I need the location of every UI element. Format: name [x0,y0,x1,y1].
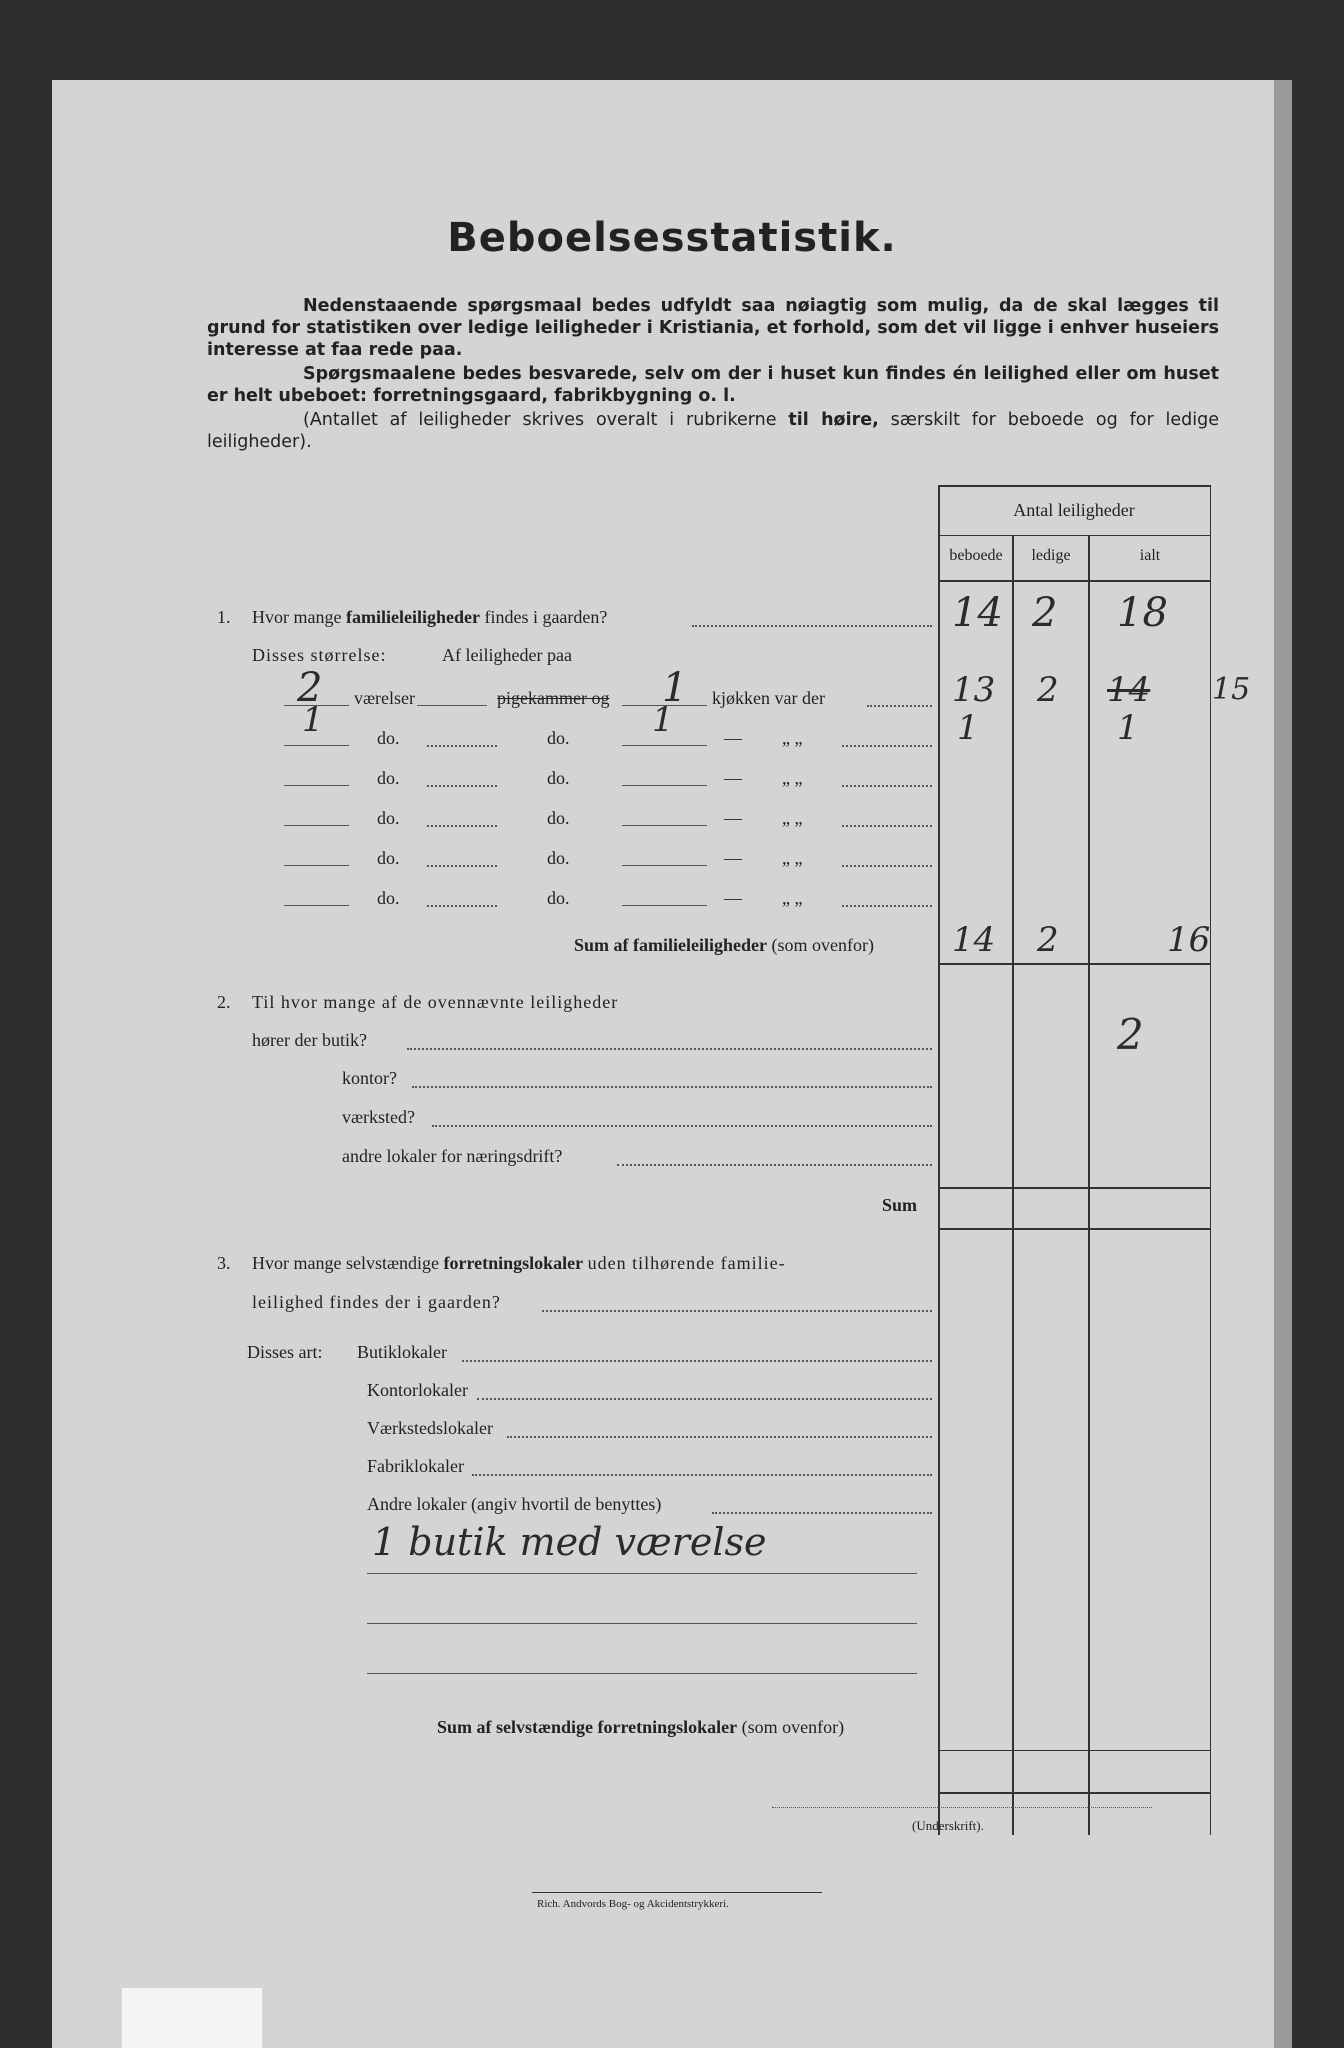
q3-question-cont: leilighed findes der i gaarden? [252,1292,501,1312]
table-left-border [938,485,940,1835]
table-top-rule [938,485,1210,487]
table-group-header: Antal leiligheder [1013,500,1135,520]
q1-text-a: Hvor mange [252,607,342,627]
q3-sum-label [437,1717,844,1738]
row1-ledige-value: 2 [1037,670,1059,710]
q1-beboede-value: 14 [952,590,1003,636]
row1-vaerelser: værelser [354,688,415,708]
row4-ditto: „ „ [782,808,803,828]
row2-room-dots [427,745,497,747]
q1-text-b: findes i gaarden? [484,607,608,627]
q1-sum-beboede: 14 [952,920,996,960]
table-header-rule [938,535,1210,536]
row2-dash: — [724,728,742,748]
q2-butik-dots [407,1048,932,1050]
q2-kontor: kontor? [342,1068,397,1088]
q3-butik: Butiklokaler [357,1342,447,1362]
q3-fill-line-3 [367,1673,917,1674]
row6-rooms-line [284,905,349,906]
intro-p3-b: særskilt for beboede og for ledige leiligheder). [207,410,1219,452]
row3-dash: — [724,768,742,788]
q2-andre-dots [617,1164,932,1166]
row5-dots [842,865,932,867]
row4-dash: — [724,808,742,828]
q1-ialt-value: 18 [1117,590,1168,636]
q3-andre-handwritten: 1 butik med værelse [372,1520,767,1564]
q3-andre: Andre lokaler (angiv hvortil de benyttes) [367,1494,662,1514]
row5-do: do. [377,848,400,868]
row3-dots [842,785,932,787]
row3-rooms-line [284,785,349,786]
row2-rooms-value: 1 [302,700,324,740]
q3-fill-line-1 [367,1573,917,1574]
q3-kontor-dots [477,1398,932,1400]
q3-question [252,1253,786,1274]
row2-kitchen-value: 1 [652,700,674,740]
row3-room-dots [427,785,497,787]
intro-paragraph-1: Nedenstaaende spørgsmaal bedes udfyldt saa nøiagtig som mulig, da de skal lægges til grund for statistiken over ledige leiligheder i Kristiania, et forhold, som det vil ligge i enhver huseiers interesse at faa rede paa. [207,296,1219,360]
row4-do-2: do. [547,808,570,828]
q3-vaerksted: Værkstedslokaler [367,1418,493,1438]
signature-label: (Underskrift). [912,1818,984,1833]
row6-do-2: do. [547,888,570,908]
q3-kontor: Kontorlokaler [367,1380,468,1400]
q2-butik: hører der butik? [252,1030,367,1050]
row4-rooms-line [284,825,349,826]
q1-sum-ialt: 16 [1167,920,1211,960]
form-title: Beboelsesstatistik. [447,215,897,261]
row1-room-line [417,705,487,706]
col-header-ialt: ialt [1139,547,1161,564]
q3-art-label: Disses art: [247,1342,323,1362]
q1-sum-rule [938,963,1210,965]
row6-room-dots [427,905,497,907]
q3-sum-bold: Sum af selvstændige forretningslokaler [437,1717,738,1737]
q2-sum-rule-bottom [938,1228,1210,1230]
row5-dash: — [724,848,742,868]
row5-room-dots [427,865,497,867]
q2-vaerksted: værksted? [342,1107,415,1127]
row2-ialt-value: 1 [1117,708,1139,748]
printer-imprint: Rich. Andvords Bog- og Akcidentstrykkeri. [537,1898,729,1910]
q3-text-b: uden tilhørende familie- [587,1253,786,1273]
intro-text [207,295,1219,455]
printer-rule [532,1892,822,1893]
corner-highlight [122,1988,262,2048]
q3-butik-dots [462,1360,932,1362]
q1-sum-ledige: 2 [1037,920,1059,960]
table-right-border [1210,485,1211,1835]
row5-kitchen-line [622,865,707,866]
table-divider-1 [1012,535,1014,1835]
q1-sum-tail: (som ovenfor) [771,935,874,955]
row4-room-dots [427,825,497,827]
q1-number: 1. [217,607,231,627]
q3-sum-tail: (som ovenfor) [741,1717,845,1737]
row3-do-2: do. [547,768,570,788]
row6-do: do. [377,888,400,908]
row1-ialt-value: 14 [1107,670,1151,710]
q2-sum: Sum [882,1195,918,1215]
q3-fabrik-dots [472,1474,932,1476]
q1-sizes-sub: Af leiligheder paa [442,645,572,665]
row2-kitchen-line [622,745,707,746]
q1-sum-label [574,935,874,956]
row3-do: do. [377,768,400,788]
q1-ledige-value: 2 [1032,590,1058,636]
q1-question [252,607,607,628]
form-sheet [52,80,1292,2048]
q1-sum-bold: Sum af familieleiligheder [574,935,767,955]
q3-fabrik: Fabriklokaler [367,1456,464,1476]
row6-kitchen-line [622,905,707,906]
row4-do: do. [377,808,400,828]
intro-p3-bold: til høire, [788,410,879,430]
row4-dots [842,825,932,827]
row3-ditto: „ „ [782,768,803,788]
q3-sum-rule-bottom [938,1792,1210,1794]
intro-paragraph-3 [207,409,1219,453]
col-header-ledige: ledige [1031,547,1071,564]
row2-dots [842,745,932,747]
q3-text-bold: forretningslokaler [443,1253,584,1273]
q3-vaerksted-dots [507,1436,932,1438]
row1-kitchen-value: 1 [662,665,688,711]
signature-line [772,1807,1152,1808]
row4-kitchen-line [622,825,707,826]
row1-kjokken: kjøkken var der [712,688,825,708]
intro-p3-a: (Antallet af leiligheder skrives overalt i rubrikerne [303,410,777,430]
q2-number: 2. [217,992,231,1012]
q2-kontor-dots [412,1086,932,1088]
q2-question: Til hvor mange af de ovennævnte leiligheder [252,992,619,1012]
q1-leader-dots [692,625,932,627]
row2-ditto: „ „ [782,728,803,748]
row1-beboede-value: 13 [952,670,996,710]
table-divider-2 [1088,535,1090,1835]
q1-sizes-label: Disses størrelse: [252,645,387,665]
row1-margin-value: 15 [1212,672,1251,707]
q1-text-bold: familieleiligheder [345,607,480,627]
q3-sum-rule-top [938,1750,1210,1751]
table-col-rule [938,580,1210,582]
row2-do: do. [377,728,400,748]
row5-do-2: do. [547,848,570,868]
row6-dots [842,905,932,907]
row1-pigekammer: pigekammer og [497,688,610,708]
q2-sum-rule-top [938,1187,1210,1189]
row2-beboede-value: 1 [957,708,979,748]
row3-kitchen-line [622,785,707,786]
row5-rooms-line [284,865,349,866]
row6-dash: — [724,888,742,908]
q2-vaerksted-dots [432,1125,932,1127]
q2-andre: andre lokaler for næringsdrift? [342,1146,563,1166]
q3-fill-line-2 [367,1623,917,1624]
col-header-beboede: beboede [949,547,1003,564]
row2-rooms-line [284,745,349,746]
row1-rooms-value: 2 [297,665,323,711]
q3-andre-dots [712,1512,932,1514]
row6-ditto: „ „ [782,888,803,908]
sheet-edge [1274,80,1292,2048]
row5-ditto: „ „ [782,848,803,868]
q3-question-dots [542,1310,932,1312]
q3-text-a: Hvor mange selvstændige [252,1253,439,1273]
row2-do-2: do. [547,728,570,748]
q2-butik-ialt: 2 [1117,1010,1144,1059]
q3-number: 3. [217,1253,231,1273]
row1-dots [867,705,932,707]
intro-paragraph-2: Spørgsmaalene bedes besvarede, selv om der i huset kun findes én leilighed eller om huset er helt ubeboet: forretningsgaard, fabrikbygning o. l. [207,364,1219,406]
